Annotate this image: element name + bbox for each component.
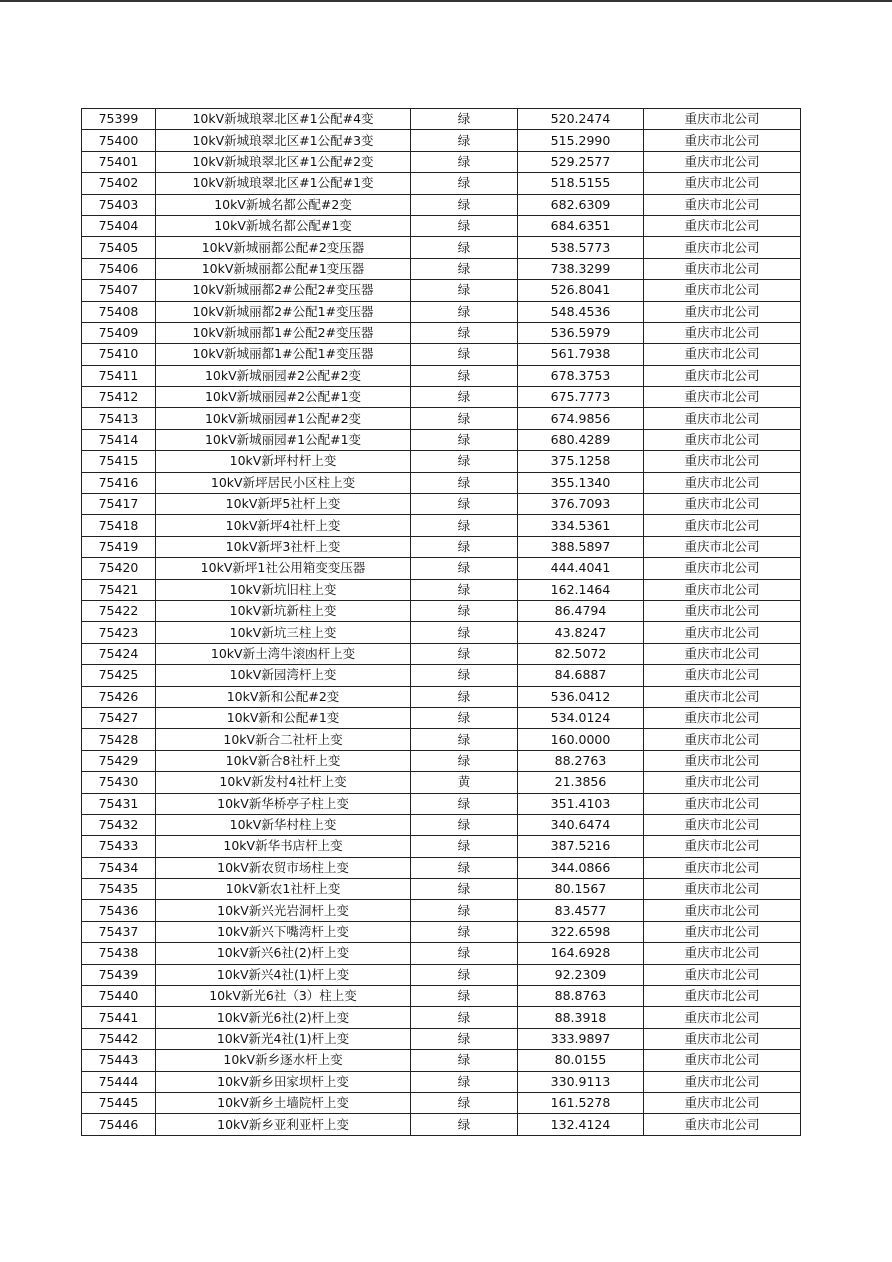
name-cell: 10kV新坪居民小区柱上变 xyxy=(156,472,411,493)
value-cell: 322.6598 xyxy=(518,921,644,942)
table-row xyxy=(82,1071,801,1092)
name-cell: 10kV新城丽都2#公配1#变压器 xyxy=(156,301,411,322)
table-row xyxy=(82,579,801,600)
table-row xyxy=(82,215,801,236)
value-cell: 738.3299 xyxy=(518,258,644,279)
table-row xyxy=(82,707,801,728)
value-cell: 164.6928 xyxy=(518,943,644,964)
name-cell: 10kV新园湾杆上变 xyxy=(156,665,411,686)
document-page xyxy=(81,108,801,1136)
name-cell: 10kV新坪1社公用箱变变压器 xyxy=(156,558,411,579)
table-row xyxy=(82,408,801,429)
name-cell: 10kV新坪4社杆上变 xyxy=(156,515,411,536)
company-cell: 重庆市北公司 xyxy=(644,301,801,322)
name-cell: 10kV新城丽园#1公配#2变 xyxy=(156,408,411,429)
id-cell: 75416 xyxy=(82,472,156,493)
name-cell: 10kV新华书店杆上变 xyxy=(156,836,411,857)
company-cell: 重庆市北公司 xyxy=(644,451,801,472)
company-cell: 重庆市北公司 xyxy=(644,515,801,536)
value-cell: 88.2763 xyxy=(518,750,644,771)
value-cell: 80.1567 xyxy=(518,879,644,900)
status-cell: 绿 xyxy=(411,729,518,750)
company-cell: 重庆市北公司 xyxy=(644,686,801,707)
company-cell: 重庆市北公司 xyxy=(644,387,801,408)
status-cell: 绿 xyxy=(411,879,518,900)
table-row xyxy=(82,429,801,450)
id-cell: 75423 xyxy=(82,622,156,643)
status-cell: 绿 xyxy=(411,109,518,130)
company-cell: 重庆市北公司 xyxy=(644,344,801,365)
page-top-border xyxy=(0,0,892,2)
status-cell: 绿 xyxy=(411,836,518,857)
id-cell: 75436 xyxy=(82,900,156,921)
company-cell: 重庆市北公司 xyxy=(644,836,801,857)
name-cell: 10kV新坪5社杆上变 xyxy=(156,494,411,515)
company-cell: 重庆市北公司 xyxy=(644,1071,801,1092)
company-cell: 重庆市北公司 xyxy=(644,151,801,172)
table-row xyxy=(82,665,801,686)
id-cell: 75425 xyxy=(82,665,156,686)
id-cell: 75405 xyxy=(82,237,156,258)
value-cell: 520.2474 xyxy=(518,109,644,130)
status-cell: 绿 xyxy=(411,622,518,643)
table-row xyxy=(82,900,801,921)
company-cell: 重庆市北公司 xyxy=(644,793,801,814)
table-row xyxy=(82,237,801,258)
status-cell: 绿 xyxy=(411,536,518,557)
company-cell: 重庆市北公司 xyxy=(644,1114,801,1135)
status-cell: 绿 xyxy=(411,322,518,343)
company-cell: 重庆市北公司 xyxy=(644,643,801,664)
status-cell: 绿 xyxy=(411,1028,518,1049)
id-cell: 75426 xyxy=(82,686,156,707)
value-cell: 515.2990 xyxy=(518,130,644,151)
status-cell: 绿 xyxy=(411,280,518,301)
table-row xyxy=(82,643,801,664)
company-cell: 重庆市北公司 xyxy=(644,322,801,343)
name-cell: 10kV新兴4社(1)杆上变 xyxy=(156,964,411,985)
table-row xyxy=(82,451,801,472)
company-cell: 重庆市北公司 xyxy=(644,707,801,728)
value-cell: 561.7938 xyxy=(518,344,644,365)
id-cell: 75427 xyxy=(82,707,156,728)
value-cell: 538.5773 xyxy=(518,237,644,258)
status-cell: 绿 xyxy=(411,194,518,215)
company-cell: 重庆市北公司 xyxy=(644,1092,801,1113)
table-row xyxy=(82,1028,801,1049)
company-cell: 重庆市北公司 xyxy=(644,921,801,942)
name-cell: 10kV新坑三柱上变 xyxy=(156,622,411,643)
value-cell: 534.0124 xyxy=(518,707,644,728)
value-cell: 80.0155 xyxy=(518,1050,644,1071)
table-row xyxy=(82,772,801,793)
name-cell: 10kV新乡逐水杆上变 xyxy=(156,1050,411,1071)
status-cell: 绿 xyxy=(411,215,518,236)
value-cell: 333.9897 xyxy=(518,1028,644,1049)
name-cell: 10kV新土湾牛滚凼杆上变 xyxy=(156,643,411,664)
status-cell: 绿 xyxy=(411,1050,518,1071)
company-cell: 重庆市北公司 xyxy=(644,558,801,579)
table-row xyxy=(82,600,801,621)
company-cell: 重庆市北公司 xyxy=(644,494,801,515)
value-cell: 678.3753 xyxy=(518,365,644,386)
name-cell: 10kV新坑旧柱上变 xyxy=(156,579,411,600)
value-cell: 82.5072 xyxy=(518,643,644,664)
name-cell: 10kV新城琅翠北区#1公配#2变 xyxy=(156,151,411,172)
status-cell: 绿 xyxy=(411,344,518,365)
company-cell: 重庆市北公司 xyxy=(644,536,801,557)
name-cell: 10kV新乡亚利亚杆上变 xyxy=(156,1114,411,1135)
id-cell: 75424 xyxy=(82,643,156,664)
status-cell: 绿 xyxy=(411,365,518,386)
value-cell: 334.5361 xyxy=(518,515,644,536)
value-cell: 518.5155 xyxy=(518,173,644,194)
status-cell: 绿 xyxy=(411,151,518,172)
name-cell: 10kV新兴6社(2)杆上变 xyxy=(156,943,411,964)
company-cell: 重庆市北公司 xyxy=(644,879,801,900)
table-row xyxy=(82,536,801,557)
value-cell: 682.6309 xyxy=(518,194,644,215)
id-cell: 75437 xyxy=(82,921,156,942)
name-cell: 10kV新城丽园#2公配#2变 xyxy=(156,365,411,386)
name-cell: 10kV新城丽园#2公配#1变 xyxy=(156,387,411,408)
id-cell: 75433 xyxy=(82,836,156,857)
value-cell: 526.8041 xyxy=(518,280,644,301)
status-cell: 绿 xyxy=(411,1092,518,1113)
company-cell: 重庆市北公司 xyxy=(644,665,801,686)
table-row xyxy=(82,793,801,814)
company-cell: 重庆市北公司 xyxy=(644,772,801,793)
table-row xyxy=(82,857,801,878)
status-cell: 绿 xyxy=(411,408,518,429)
status-cell: 绿 xyxy=(411,558,518,579)
id-cell: 75414 xyxy=(82,429,156,450)
company-cell: 重庆市北公司 xyxy=(644,109,801,130)
company-cell: 重庆市北公司 xyxy=(644,258,801,279)
id-cell: 75440 xyxy=(82,986,156,1007)
status-cell: 绿 xyxy=(411,857,518,878)
value-cell: 162.1464 xyxy=(518,579,644,600)
table-row xyxy=(82,1007,801,1028)
value-cell: 88.8763 xyxy=(518,986,644,1007)
status-cell: 绿 xyxy=(411,301,518,322)
name-cell: 10kV新乡土墙院杆上变 xyxy=(156,1092,411,1113)
status-cell: 绿 xyxy=(411,258,518,279)
company-cell: 重庆市北公司 xyxy=(644,215,801,236)
table-row xyxy=(82,921,801,942)
company-cell: 重庆市北公司 xyxy=(644,986,801,1007)
id-cell: 75400 xyxy=(82,130,156,151)
name-cell: 10kV新光4社(1)杆上变 xyxy=(156,1028,411,1049)
id-cell: 75444 xyxy=(82,1071,156,1092)
table-row xyxy=(82,280,801,301)
status-cell: 绿 xyxy=(411,814,518,835)
name-cell: 10kV新城名都公配#1变 xyxy=(156,215,411,236)
company-cell: 重庆市北公司 xyxy=(644,280,801,301)
id-cell: 75439 xyxy=(82,964,156,985)
value-cell: 375.1258 xyxy=(518,451,644,472)
id-cell: 75431 xyxy=(82,793,156,814)
table-row xyxy=(82,879,801,900)
name-cell: 10kV新城名都公配#2变 xyxy=(156,194,411,215)
status-cell: 绿 xyxy=(411,707,518,728)
table-row xyxy=(82,472,801,493)
id-cell: 75432 xyxy=(82,814,156,835)
name-cell: 10kV新兴光岩洞杆上变 xyxy=(156,900,411,921)
status-cell: 绿 xyxy=(411,130,518,151)
table-row xyxy=(82,750,801,771)
value-cell: 86.4794 xyxy=(518,600,644,621)
company-cell: 重庆市北公司 xyxy=(644,857,801,878)
table-row xyxy=(82,814,801,835)
table-row xyxy=(82,515,801,536)
status-cell: 绿 xyxy=(411,986,518,1007)
name-cell: 10kV新城丽都1#公配1#变压器 xyxy=(156,344,411,365)
name-cell: 10kV新城琅翠北区#1公配#4变 xyxy=(156,109,411,130)
value-cell: 536.0412 xyxy=(518,686,644,707)
name-cell: 10kV新兴下嘴湾杆上变 xyxy=(156,921,411,942)
status-cell: 绿 xyxy=(411,921,518,942)
name-cell: 10kV新光6社(2)杆上变 xyxy=(156,1007,411,1028)
status-cell: 绿 xyxy=(411,686,518,707)
status-cell: 绿 xyxy=(411,237,518,258)
company-cell: 重庆市北公司 xyxy=(644,365,801,386)
name-cell: 10kV新坪3社杆上变 xyxy=(156,536,411,557)
status-cell: 绿 xyxy=(411,387,518,408)
company-cell: 重庆市北公司 xyxy=(644,750,801,771)
id-cell: 75442 xyxy=(82,1028,156,1049)
status-cell: 绿 xyxy=(411,1007,518,1028)
status-cell: 绿 xyxy=(411,600,518,621)
id-cell: 75412 xyxy=(82,387,156,408)
id-cell: 75429 xyxy=(82,750,156,771)
value-cell: 376.7093 xyxy=(518,494,644,515)
company-cell: 重庆市北公司 xyxy=(644,729,801,750)
company-cell: 重庆市北公司 xyxy=(644,237,801,258)
company-cell: 重庆市北公司 xyxy=(644,1028,801,1049)
status-cell: 绿 xyxy=(411,515,518,536)
table-row xyxy=(82,622,801,643)
id-cell: 75428 xyxy=(82,729,156,750)
value-cell: 132.4124 xyxy=(518,1114,644,1135)
id-cell: 75435 xyxy=(82,879,156,900)
id-cell: 75413 xyxy=(82,408,156,429)
company-cell: 重庆市北公司 xyxy=(644,1050,801,1071)
table-body xyxy=(82,109,801,1136)
status-cell: 绿 xyxy=(411,451,518,472)
name-cell: 10kV新农贸市场柱上变 xyxy=(156,857,411,878)
value-cell: 548.4536 xyxy=(518,301,644,322)
company-cell: 重庆市北公司 xyxy=(644,1007,801,1028)
table-row xyxy=(82,194,801,215)
status-cell: 绿 xyxy=(411,472,518,493)
company-cell: 重庆市北公司 xyxy=(644,173,801,194)
id-cell: 75438 xyxy=(82,943,156,964)
company-cell: 重庆市北公司 xyxy=(644,408,801,429)
value-cell: 351.4103 xyxy=(518,793,644,814)
table-row xyxy=(82,365,801,386)
name-cell: 10kV新华桥亭子柱上变 xyxy=(156,793,411,814)
id-cell: 75399 xyxy=(82,109,156,130)
id-cell: 75403 xyxy=(82,194,156,215)
status-cell: 绿 xyxy=(411,579,518,600)
table-row xyxy=(82,986,801,1007)
id-cell: 75445 xyxy=(82,1092,156,1113)
status-cell: 绿 xyxy=(411,964,518,985)
table-row xyxy=(82,686,801,707)
status-cell: 绿 xyxy=(411,943,518,964)
id-cell: 75420 xyxy=(82,558,156,579)
company-cell: 重庆市北公司 xyxy=(644,472,801,493)
name-cell: 10kV新发村4社杆上变 xyxy=(156,772,411,793)
id-cell: 75443 xyxy=(82,1050,156,1071)
id-cell: 75422 xyxy=(82,600,156,621)
table-row xyxy=(82,344,801,365)
value-cell: 529.2577 xyxy=(518,151,644,172)
id-cell: 75404 xyxy=(82,215,156,236)
table-row xyxy=(82,151,801,172)
value-cell: 355.1340 xyxy=(518,472,644,493)
value-cell: 43.8247 xyxy=(518,622,644,643)
value-cell: 88.3918 xyxy=(518,1007,644,1028)
id-cell: 75441 xyxy=(82,1007,156,1028)
id-cell: 75446 xyxy=(82,1114,156,1135)
id-cell: 75402 xyxy=(82,173,156,194)
table-row xyxy=(82,1114,801,1135)
value-cell: 388.5897 xyxy=(518,536,644,557)
id-cell: 75408 xyxy=(82,301,156,322)
value-cell: 674.9856 xyxy=(518,408,644,429)
status-cell: 黄 xyxy=(411,772,518,793)
name-cell: 10kV新城丽都1#公配2#变压器 xyxy=(156,322,411,343)
name-cell: 10kV新城丽都公配#1变压器 xyxy=(156,258,411,279)
name-cell: 10kV新城琅翠北区#1公配#3变 xyxy=(156,130,411,151)
id-cell: 75430 xyxy=(82,772,156,793)
table-row xyxy=(82,173,801,194)
status-cell: 绿 xyxy=(411,643,518,664)
table-row xyxy=(82,494,801,515)
company-cell: 重庆市北公司 xyxy=(644,194,801,215)
value-cell: 160.0000 xyxy=(518,729,644,750)
id-cell: 75401 xyxy=(82,151,156,172)
value-cell: 387.5216 xyxy=(518,836,644,857)
status-cell: 绿 xyxy=(411,665,518,686)
table-row xyxy=(82,943,801,964)
name-cell: 10kV新城琅翠北区#1公配#1变 xyxy=(156,173,411,194)
name-cell: 10kV新农1社杆上变 xyxy=(156,879,411,900)
name-cell: 10kV新华村柱上变 xyxy=(156,814,411,835)
id-cell: 75418 xyxy=(82,515,156,536)
id-cell: 75417 xyxy=(82,494,156,515)
id-cell: 75415 xyxy=(82,451,156,472)
id-cell: 75409 xyxy=(82,322,156,343)
table-row xyxy=(82,964,801,985)
company-cell: 重庆市北公司 xyxy=(644,900,801,921)
table-row xyxy=(82,1092,801,1113)
company-cell: 重庆市北公司 xyxy=(644,964,801,985)
value-cell: 83.4577 xyxy=(518,900,644,921)
value-cell: 680.4289 xyxy=(518,429,644,450)
value-cell: 536.5979 xyxy=(518,322,644,343)
table-row xyxy=(82,558,801,579)
table-row xyxy=(82,729,801,750)
name-cell: 10kV新城丽园#1公配#1变 xyxy=(156,429,411,450)
id-cell: 75411 xyxy=(82,365,156,386)
name-cell: 10kV新城丽都公配#2变压器 xyxy=(156,237,411,258)
name-cell: 10kV新合二社杆上变 xyxy=(156,729,411,750)
table-row xyxy=(82,258,801,279)
transformer-table xyxy=(81,108,801,1136)
value-cell: 444.4041 xyxy=(518,558,644,579)
company-cell: 重庆市北公司 xyxy=(644,814,801,835)
name-cell: 10kV新乡田家坝杆上变 xyxy=(156,1071,411,1092)
value-cell: 675.7773 xyxy=(518,387,644,408)
company-cell: 重庆市北公司 xyxy=(644,622,801,643)
value-cell: 330.9113 xyxy=(518,1071,644,1092)
table-row xyxy=(82,1050,801,1071)
status-cell: 绿 xyxy=(411,494,518,515)
value-cell: 684.6351 xyxy=(518,215,644,236)
value-cell: 21.3856 xyxy=(518,772,644,793)
company-cell: 重庆市北公司 xyxy=(644,600,801,621)
name-cell: 10kV新合8社杆上变 xyxy=(156,750,411,771)
id-cell: 75407 xyxy=(82,280,156,301)
status-cell: 绿 xyxy=(411,793,518,814)
value-cell: 340.6474 xyxy=(518,814,644,835)
name-cell: 10kV新和公配#2变 xyxy=(156,686,411,707)
status-cell: 绿 xyxy=(411,1114,518,1135)
company-cell: 重庆市北公司 xyxy=(644,429,801,450)
id-cell: 75421 xyxy=(82,579,156,600)
id-cell: 75410 xyxy=(82,344,156,365)
name-cell: 10kV新坑新柱上变 xyxy=(156,600,411,621)
status-cell: 绿 xyxy=(411,1071,518,1092)
name-cell: 10kV新城丽都2#公配2#变压器 xyxy=(156,280,411,301)
value-cell: 92.2309 xyxy=(518,964,644,985)
table-row xyxy=(82,130,801,151)
status-cell: 绿 xyxy=(411,429,518,450)
value-cell: 344.0866 xyxy=(518,857,644,878)
name-cell: 10kV新和公配#1变 xyxy=(156,707,411,728)
company-cell: 重庆市北公司 xyxy=(644,579,801,600)
id-cell: 75434 xyxy=(82,857,156,878)
name-cell: 10kV新坪村杆上变 xyxy=(156,451,411,472)
table-row xyxy=(82,109,801,130)
company-cell: 重庆市北公司 xyxy=(644,130,801,151)
name-cell: 10kV新光6社（3）柱上变 xyxy=(156,986,411,1007)
table-row xyxy=(82,387,801,408)
status-cell: 绿 xyxy=(411,750,518,771)
status-cell: 绿 xyxy=(411,900,518,921)
table-row xyxy=(82,836,801,857)
id-cell: 75406 xyxy=(82,258,156,279)
table-row xyxy=(82,322,801,343)
value-cell: 84.6887 xyxy=(518,665,644,686)
value-cell: 161.5278 xyxy=(518,1092,644,1113)
status-cell: 绿 xyxy=(411,173,518,194)
table-row xyxy=(82,301,801,322)
company-cell: 重庆市北公司 xyxy=(644,943,801,964)
id-cell: 75419 xyxy=(82,536,156,557)
